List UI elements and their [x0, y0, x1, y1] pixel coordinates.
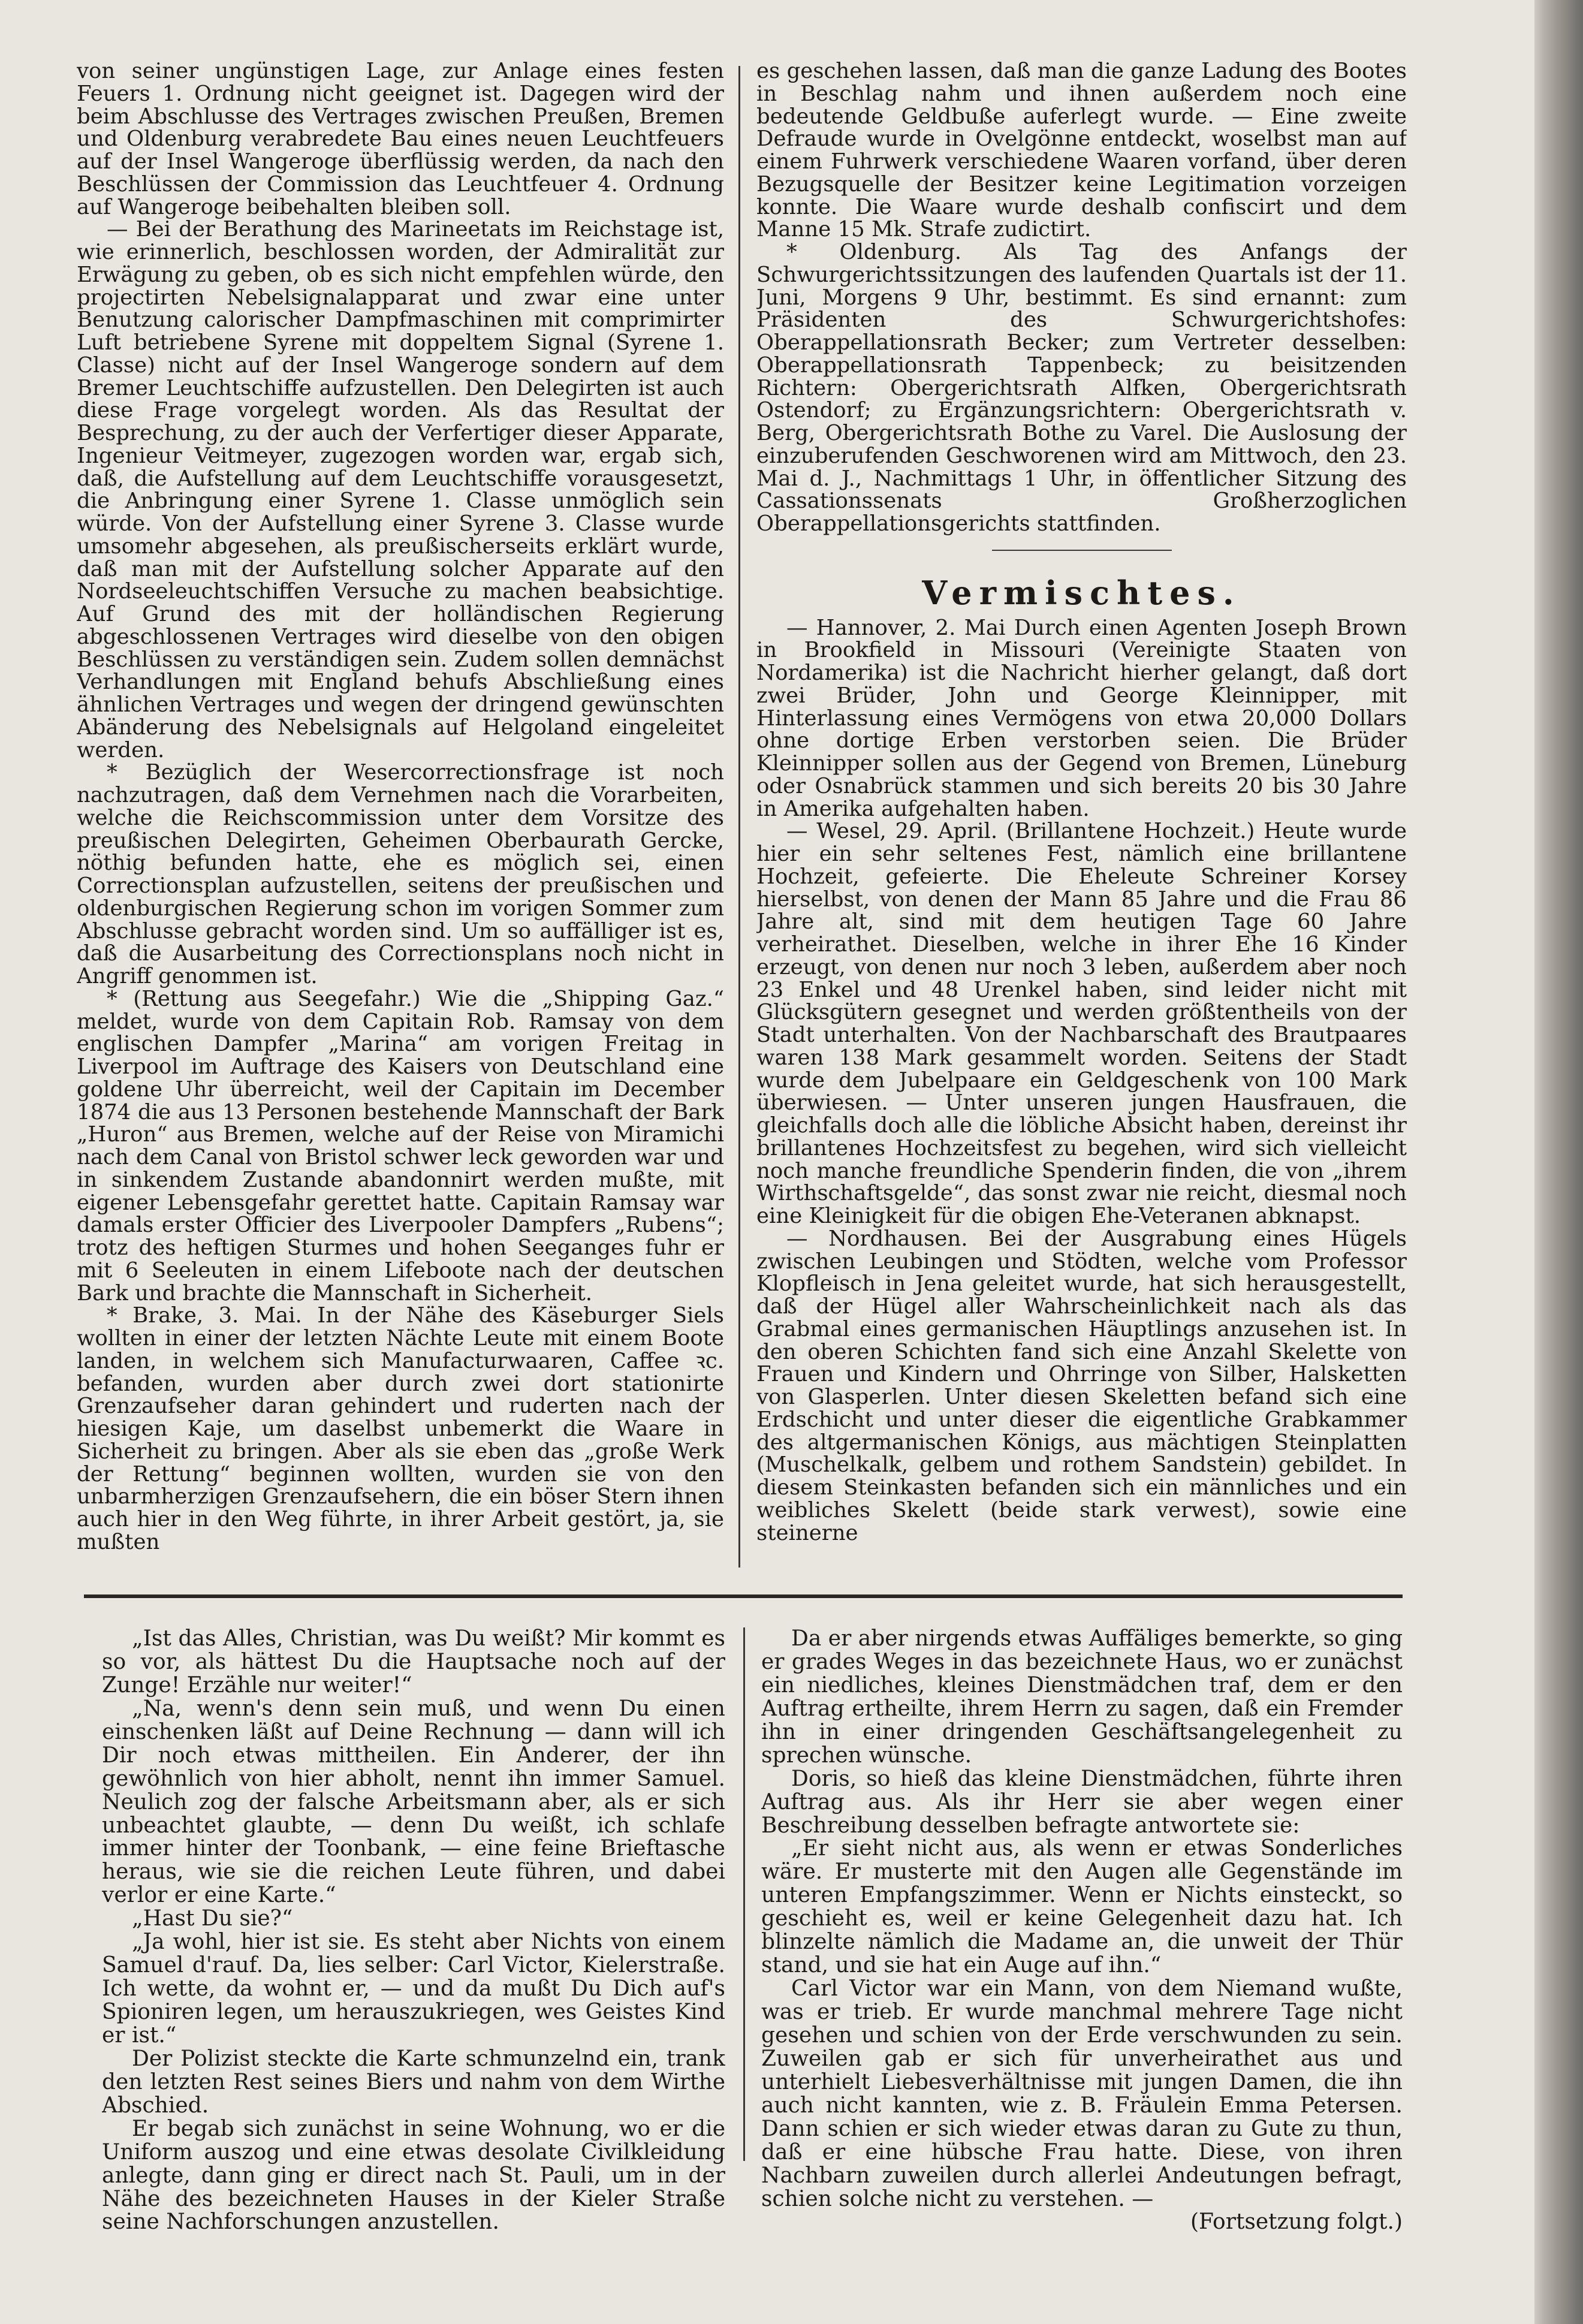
book-page-edge: [1534, 0, 1583, 2324]
paragraph: — Nordhausen. Bei der Ausgrabung eines Hügels zwischen Leubingen und Stödten, welche vom Professor Klopfleisch in Jena geleitet wurde, hat sich herausgestellt, daß der Hügel aller Wahrscheinlichkeit nach als das Grabmal eines germanischen Häuptlings anzusehen ist. In den oberen Schichten fand sich eine Anzahl Skelette von Frauen und Kindern und Ohrringe von Silber, Halsketten von Glasperlen. Unter diesen Skeletten befand sich eine Erdschicht und unter dieser die eigentliche Grabkammer des altgermanischen Königs, aus mächtigen Steinplatten (Muschelkalk, gelbem und rothem Sandstein) gebildet. In diesem Steinkasten befanden sich ein männliches und ein weibliches Skelett (beide stark verwest), sowie eine steinerne: [756, 1226, 1407, 1545]
paragraph: — Bei der Berathung des Marineetats im Reichstage ist, wie erinnerlich, beschlossen worden, der Admiralität zur Erwägung zu geben, ob es sich nicht empfehlen würde, den projectirten Nebelsignalapparat und zwar eine unter Benutzung calorischer Dampfmaschinen mit comprimirter Luft betriebene Syrene mit doppeltem Signal (Syrene 1. Classe) nicht auf der Insel Wangeroge sondern auf dem Bremer Leuchtschiffe aufzustellen. Den Delegirten ist auch diese Frage vorgelegt worden. Als das Resultat der Besprechung, zu der auch der Verfertiger dieser Apparate, Ingenieur Veitmeyer, zugezogen worden war, ergab sich, daß, die Aufstellung auf dem Leuchtschiffe vorausgesetzt, die Anbringung einer Syrene 1. Classe unmöglich sein würde. Von der Aufstellung einer Syrene 3. Classe wurde umsomehr abgesehen, als preußischerseits erklärt wurde, daß man mit der Aufstellung solcher Apparate auf den Nordseeleuchtschiffen Versuche zu machen beabsichtige. Auf Grund des mit der holländischen Regierung abgeschlossenen Vertrages wird dieselbe von den obigen Beschlüssen zu verständigen sein. Zudem sollen demnächst Verhandlungen mit England behufs Abschließung eines ähnlichen Vertrages und wegen der dringend gewünschten Abänderung des Nebelsignals auf Helgoland eingeleitet werden.: [77, 217, 724, 762]
paragraph: * Brake, 3. Mai. In der Nähe des Käseburger Siels wollten in einer der letzten Nächte Leute mit einem Boote landen, in welchem sich Manufacturwaaren, Caffee ꝛc. befanden, wurden aber durch zwei dort stationirte Grenzaufseher daran gehindert und ruderten nach der hiesigen Kaje, um daselbst unbemerkt die Waare in Sicherheit zu bringen. Aber als sie eben das „große Werk der Rettung“ beginnen wollten, wurden sie von den unbarmherzigen Grenzaufsehern, die ein böser Stern ihnen auch hier in den Weg führte, in ihrer Arbeit gestört, ja, sie mußten: [77, 1303, 724, 1554]
column-divider-bottom: [743, 1627, 745, 2161]
paragraph: von seiner ungünstigen Lage, zur Anlage eines festen Feuers 1. Ordnung nicht geeignet ist. Dagegen wird der beim Abschlusse des Vertrages zwischen Preußen, Bremen und Oldenburg verabredete Bau eines neuen Leuchtfeuers auf der Insel Wangeroge überflüssig werden, da nach den Beschlüssen der Commission das Leuchtfeuer 4. Ordnung auf Wangeroge beibehalten bleiben soll.: [77, 60, 724, 219]
paragraph: „Ist das Alles, Christian, was Du weißt? Mir kommt es so vor, als hättest Du die Hauptsache noch auf der Zunge! Erzähle nur weiter!“: [102, 1627, 725, 1698]
paragraph: Da er aber nirgends etwas Auffäliges bemerkte, so ging er grades Weges in das bezeichnete Haus, wo er zunächst ein niedliches, kleines Dienstmädchen traf, dem er den Auftrag ertheilte, ihrem Herrn zu sagen, daß ein Fremder ihn in einer dringenden Geschäftsangelegenheit zu sprechen wünsche.: [761, 1627, 1403, 1768]
paragraph: — Wesel, 29. April. (Brillantene Hochzeit.) Heute wurde hier ein sehr seltenes Fest, nämlich eine brillantene Hochzeit, gefeierte. Die Eheleute Schreiner Korsey hierselbst, von denen der Mann 85 Jahre und die Frau 86 Jahre alt, sind mit dem heutigen Tage 60 Jahre verheirathet. Dieselben, welche in ihrer Ehe 16 Kinder erzeugt, von denen nur noch 3 leben, außerdem aber noch 23 Enkel und 48 Urenkel haben, sind leider nicht mit Glücksgütern gesegnet und werden größtentheils von der Stadt unterhalten. Von der Nachbarschaft des Brautpaares waren 138 Mark gesammelt worden. Seitens der Stadt wurde dem Jubelpaare ein Geldgeschenk von 100 Mark überwiesen. — Unter unseren jungen Hausfrauen, die gleichfalls doch alle die löbliche Absicht haben, dereinst ihr brillantenes Hochzeitsfest zu begehen, wird sich vielleicht noch manche freundliche Spenderin finden, die von „ihrem Wirthschaftsgelde“, das sonst zwar nie reicht, diesmal noch eine Kleinigkeit für die obigen Ehe-Veteranen abknapst.: [756, 819, 1407, 1228]
paragraph: „Na, wenn's denn sein muß, und wenn Du einen einschenken läßt auf Deine Rechnung — dann will ich Dir noch etwas mittheilen. Ein Anderer, der ihn gewöhnlich von hier abholt, nennt ihn immer Samuel. Neulich zog der falsche Arbeitsmann aber, als er sich unbeachtet glaubte, — denn Du weißt, ich schlafe immer hinter der Toonbank, — eine feine Brieftasche heraus, wie sie die reichen Leute führen, und dabei verlor er eine Karte.“: [102, 1696, 725, 1908]
paragraph: * (Rettung aus Seegefahr.) Wie die „Shipping Gaz.“ meldet, wurde von dem Capitain Rob. Ramsay von dem englischen Dampfer „Marina“ am vorigen Freitag in Liverpool im Auftrage des Kaisers von Deutschland eine goldene Uhr überreicht, weil der Capitain im December 1874 die aus 13 Personen bestehende Mannschaft der Bark „Huron“ aus Bremen, welche auf der Reise von Miramichi nach dem Canal von Bristol schwer leck geworden war und in sinkendem Zustande abandonnirt werden mußte, mit eigener Lebensgefahr gerettet hatte. Capitain Ramsay war damals erster Officier des Liverpooler Dampfers „Rubens“; trotz des heftigen Sturmes und hohen Seeganges fuhr er mit 6 Seeleuten in einem Lifeboote nach der deutschen Bark und brachte die Mannschaft in Sicherheit.: [77, 986, 724, 1306]
section-heading-vermischtes: Vermischtes.: [922, 573, 1241, 612]
paragraph: — Hannover, 2. Mai Durch einen Agenten Joseph Brown in Brookfield in Missouri (Vereinigte Staaten von Nordamerika) ist die Nachricht hierher gelangt, daß dort zwei Brüder, John und George Kleinnipper, mit Hinterlassung eines Vermögens von etwa 20,000 Dollars ohne dortige Erben verstorben seien. Die Brüder Kleinnipper sollen aus der Gegend von Bremen, Lüneburg oder Osnabrück stammen und sich bereits 20 bis 30 Jahre in Amerika aufgehalten haben.: [756, 615, 1407, 821]
paragraph: * Oldenburg. Als Tag des Anfangs der Schwurgerichtssitzungen des laufenden Quartals ist der 11. Juni, Morgens 9 Uhr, bestimmt. Es sind ernannt: zum Präsidenten des Schwurgerichtshofes: Oberappellationsrath Becker; zum Vertreter desselben: Oberappellationsrath Tappenbeck; zu beisitzenden Richtern: Obergerichtsrath Alfken, Obergerichtsrath Ostendorf; zu Ergänzungsrichtern: Obergerichtsrath v. Berg, Obergerichtsrath Bothe zu Varel. Die Auslosung der einzuberufenden Geschworenen wird am Mittwoch, den 23. Mai d. J., Nachmittags 1 Uhr, in öffentlicher Sitzung des Cassationssenats Großherzoglichen Oberappellationsgerichts stattfinden.: [756, 240, 1407, 536]
section-rule: [992, 550, 1172, 551]
paragraph: Er begab sich zunächst in seine Wohnung, wo er die Uniform auszog und eine etwas desolate Civilkleidung anlegte, dann ging er direct nach St. Pauli, um in der Nähe des bezeichneten Hauses in der Kieler Straße seine Nachforschungen anzustellen.: [102, 2116, 725, 2235]
paragraph: es geschehen lassen, daß man die ganze Ladung des Bootes in Beschlag nahm und ihnen außerdem noch eine bedeutende Geldbuße auferlegt wurde. — Eine zweite Defraude wurde in Ovelgönne entdeckt, woselbst man auf einem Fuhrwerk verschiedene Waaren vorfand, über deren Bezugsquelle der Besitzer keine Legitimation vorzeigen konnte. Die Waare wurde deshalb confiscirt und dem Manne 15 Mk. Strafe zudictirt.: [756, 60, 1407, 242]
paragraph: Doris, so hieß das kleine Dienstmädchen, führte ihren Auftrag aus. Als ihr Herr sie aber wegen einer Beschreibung desselben befragte antwortete sie:: [761, 1766, 1403, 1838]
paragraph: „Hast Du sie?“: [132, 1906, 293, 1931]
column-top-left: [77, 60, 724, 1583]
column-bottom-right: [761, 1627, 1403, 2239]
paragraph: Carl Victor war ein Mann, von dem Niemand wußte, was er trieb. Er wurde manchmal mehrere Tage nicht gesehen und schien von der Erde verschwunden zu sein. Zuweilen gab er sich für unverheirathet aus und unterhielt Liebesverhältnisse mit jungen Damen, die ihn auch nicht kannten, wie z. B. Fräulein Emma Petersen. Dann schien er sich wieder etwas daran zu Gute zu thun, daß er eine hübsche Frau hatte. Diese, von ihren Nachbarn zuweilen durch allerlei Andeutungen befragt, schien solche nicht zu verstehen. —: [761, 1976, 1403, 2211]
paragraph: „Ja wohl, hier ist sie. Es steht aber Nichts von einem Samuel d'rauf. Da, lies selber: Carl Victor, Kielerstraße. Ich wette, da wohnt er, — und da mußt Du Dich auf's Spioniren legen, um herauszukriegen, wes Geistes Kind er ist.“: [102, 1930, 725, 2048]
column-divider-top: [738, 66, 740, 1568]
paragraph: Der Polizist steckte die Karte schmunzelnd ein, trank den letzten Rest seines Biers und nahm von dem Wirthe Abschied.: [102, 2046, 725, 2118]
column-bottom-left: [102, 1627, 725, 2239]
paragraph: „Er sieht nicht aus, als wenn er etwas Sonderliches wäre. Er musterte mit den Augen alle Gegenstände im unteren Empfangszimmer. Wenn er Nichts einsteckt, so geschieht es, weil er keine Gelegenheit dazu hat. Ich blinzelte nämlich die Madame an, die unweit der Thür stand, und sie hat ein Auge auf ihn.“: [761, 1836, 1403, 1978]
continuation-note: (Fortsetzung folgt.): [1190, 2210, 1403, 2235]
column-top-right: [756, 60, 1407, 1583]
paragraph: * Bezüglich der Wesercorrectionsfrage ist noch nachzutragen, daß dem Vernehmen nach die Vorarbeiten, welche die Reichscommission unter dem Vorsitze des preußischen Delegirten, Geheimen Oberbaurath Gercke, nöthig befunden hatte, ehe es möglich sei, einen Correctionsplan aufzustellen, seitens der preußischen und oldenburgischen Regierung schon im vorigen Sommer zum Abschlusse gebracht worden sind. Um so auffälliger ist es, daß die Ausarbeitung des Correctionsplans noch nicht in Angriff genommen ist.: [77, 760, 724, 988]
feuilleton-divider: [84, 1594, 1403, 1598]
